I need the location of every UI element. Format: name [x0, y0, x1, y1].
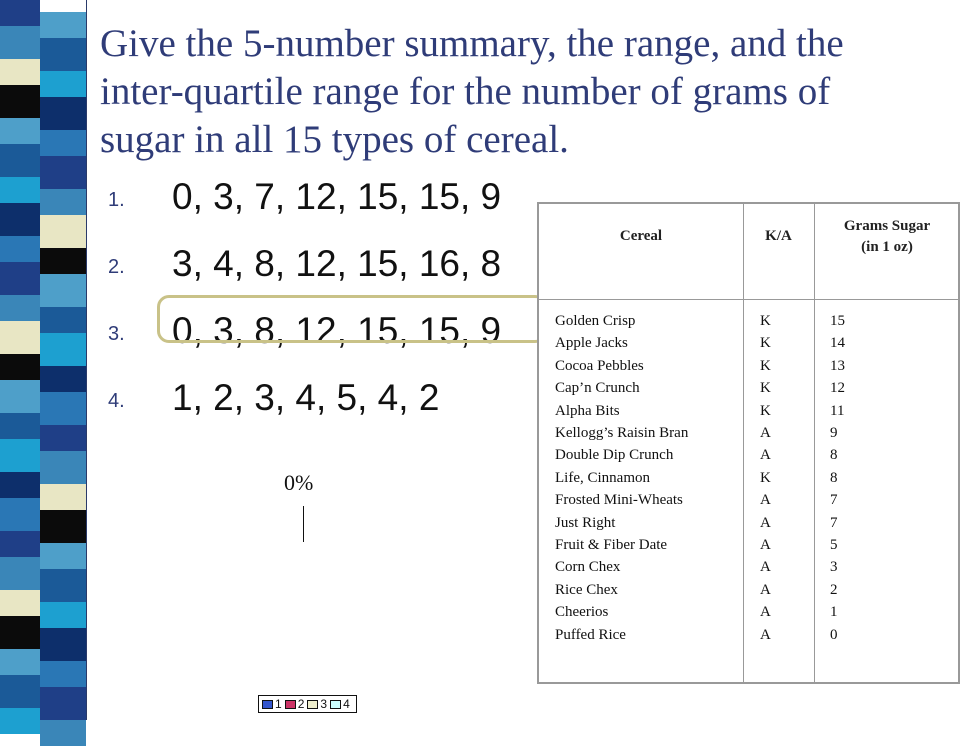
cereal-name: Frosted Mini-Wheats: [555, 492, 683, 509]
stripe-block: [40, 274, 86, 307]
sugar-value: 8: [830, 469, 838, 486]
ka-value: A: [760, 559, 771, 576]
sugar-value: 15: [830, 313, 845, 329]
stripe-block: [0, 26, 40, 59]
stripe-block: [40, 130, 86, 156]
stripe-block: [0, 144, 40, 177]
option-4[interactable]: [108, 376, 501, 443]
sugar-value: 1: [830, 604, 838, 621]
option-number: 2.: [108, 256, 125, 278]
cereal-name: Life, Cinnamon: [555, 469, 650, 486]
sugar-value: 0: [830, 626, 838, 643]
ka-column: [760, 310, 771, 646]
cereal-name: Puffed Rice: [555, 626, 626, 643]
ka-value: K: [760, 357, 771, 374]
stripe-block: [40, 543, 86, 569]
response-bar: [303, 506, 304, 542]
ka-value: K: [760, 313, 771, 329]
legend-swatch: [285, 700, 296, 709]
stripe-divider: [86, 0, 87, 720]
ka-value: A: [760, 492, 771, 509]
legend-item: [307, 697, 327, 711]
stripe-block: [40, 392, 86, 425]
cereal-name: Rice Chex: [555, 581, 618, 598]
sugar-value: 11: [830, 402, 845, 419]
stripe-block: [0, 557, 40, 590]
ka-value: A: [760, 604, 771, 621]
correct-answer-highlight: [157, 295, 547, 343]
ka-value: A: [760, 425, 771, 442]
sugar-value: 13: [830, 357, 845, 374]
legend-item: [262, 697, 282, 711]
stripe-block: [0, 439, 40, 472]
header-sugar-line1: Grams Sugar: [843, 218, 931, 234]
stripe-block: [0, 295, 40, 321]
column-divider: [743, 204, 744, 682]
ka-value: A: [760, 537, 771, 554]
legend-label: 2: [297, 697, 305, 711]
stripe-block: [40, 510, 86, 543]
stripe-block: [40, 425, 86, 451]
stripe-block: [40, 71, 86, 97]
option-text: 1, 2, 3, 4, 5, 4, 2: [172, 377, 440, 418]
ka-value: A: [760, 581, 771, 598]
sugar-value: 9: [830, 425, 838, 442]
sugar-value: 12: [830, 380, 845, 397]
stripe-block: [40, 366, 86, 392]
question-title: Give the 5-number summary, the range, and the inter-quartile range for the number of grams of sugar in all 15 types of cereal.: [100, 22, 844, 161]
option-text: 0, 3, 7, 12, 15, 15, 9: [172, 176, 502, 217]
stripe-block: [0, 236, 40, 262]
stripe-block: [0, 472, 40, 498]
ka-value: K: [760, 469, 771, 486]
cereal-name: Cap’n Crunch: [555, 380, 640, 397]
header-sugar-line2: (in 1 oz): [861, 239, 913, 255]
sugar-value: 2: [830, 581, 838, 598]
stripe-block: [0, 354, 40, 380]
sugar-value: 8: [830, 447, 838, 464]
stripe-block: [0, 675, 40, 708]
stripe-block: [40, 333, 86, 366]
stripe-block: [40, 215, 86, 248]
cereal-column: [555, 310, 688, 646]
cereal-name: Apple Jacks: [555, 335, 628, 352]
legend-label: 4: [343, 697, 350, 711]
cereal-name: Golden Crisp: [555, 313, 636, 329]
stripe-block: [0, 380, 40, 413]
legend-label: 3: [320, 697, 328, 711]
stripe-block: [40, 248, 86, 274]
stripe-block: [0, 59, 40, 85]
option-text: 3, 4, 8, 12, 15, 16, 8: [172, 243, 502, 284]
ka-value: K: [760, 402, 771, 419]
sugar-column: [830, 310, 845, 646]
cereal-name: Cocoa Pebbles: [555, 357, 644, 374]
cereal-name: Cheerios: [555, 604, 609, 621]
legend-item: [330, 697, 350, 711]
stripe-block: [40, 97, 86, 130]
stripe-block: [40, 569, 86, 602]
stripe-block: [0, 531, 40, 557]
header-ka: K/A: [765, 228, 792, 244]
sugar-value: 7: [830, 514, 838, 531]
stripe-block: [40, 687, 86, 720]
stripe-block: [0, 262, 40, 295]
stripe-block: [40, 451, 86, 484]
legend-swatch: [307, 700, 318, 709]
stripe-block: [0, 413, 40, 439]
cereal-name: Just Right: [555, 514, 616, 531]
sugar-value: 5: [830, 537, 838, 554]
stripe-block: [40, 720, 86, 746]
stripe-block: [40, 307, 86, 333]
stripe-block: [0, 321, 40, 354]
option-1[interactable]: [108, 175, 501, 242]
stripe-block: [0, 118, 40, 144]
option-number: 1.: [108, 189, 125, 211]
cereal-name: Kellogg’s Raisin Bran: [555, 425, 689, 442]
stripe-block: [40, 189, 86, 215]
sugar-value: 3: [830, 559, 838, 576]
stripe-block: [0, 203, 40, 236]
stripe-block: [0, 0, 40, 26]
option-text: 0, 3, 8, 12, 15, 15, 9: [172, 310, 502, 351]
legend-swatch: [262, 700, 273, 709]
cereal-name: Alpha Bits: [555, 402, 620, 419]
sugar-value: 14: [830, 335, 845, 352]
ka-value: K: [760, 380, 771, 397]
decorative-stripe: [0, 0, 86, 720]
ka-value: A: [760, 447, 771, 464]
legend-label: 1: [275, 697, 282, 711]
option-number: 3.: [108, 323, 125, 345]
cereal-name: Fruit & Fiber Date: [555, 537, 668, 554]
stripe-block: [0, 708, 40, 734]
column-divider: [814, 204, 815, 682]
stripe-block: [40, 38, 86, 71]
stripe-block: [40, 628, 86, 661]
cereal-name: Corn Chex: [555, 559, 621, 576]
response-percent: 0%: [284, 470, 314, 495]
stripe-block: [0, 616, 40, 649]
cereal-name: Double Dip Crunch: [555, 447, 674, 464]
ka-value: K: [760, 335, 771, 352]
stripe-block: [40, 661, 86, 687]
stripe-block: [0, 177, 40, 203]
stripe-block: [40, 156, 86, 189]
stripe-block: [40, 602, 86, 628]
stripe-block: [0, 649, 40, 675]
stripe-block: [0, 85, 40, 118]
stripe-block: [40, 484, 86, 510]
header-cereal: Cereal: [619, 228, 663, 244]
option-number: 4.: [108, 390, 125, 412]
sugar-value: 7: [830, 492, 838, 509]
stripe-block: [0, 590, 40, 616]
cereal-table: [537, 202, 960, 684]
ka-value: A: [760, 626, 771, 643]
ka-value: A: [760, 514, 771, 531]
legend-item: [285, 697, 305, 711]
stripe-block: [0, 498, 40, 531]
response-legend: [258, 695, 357, 713]
header-sugar: [814, 218, 960, 256]
stripe-block: [40, 12, 86, 38]
legend-swatch: [330, 700, 341, 709]
